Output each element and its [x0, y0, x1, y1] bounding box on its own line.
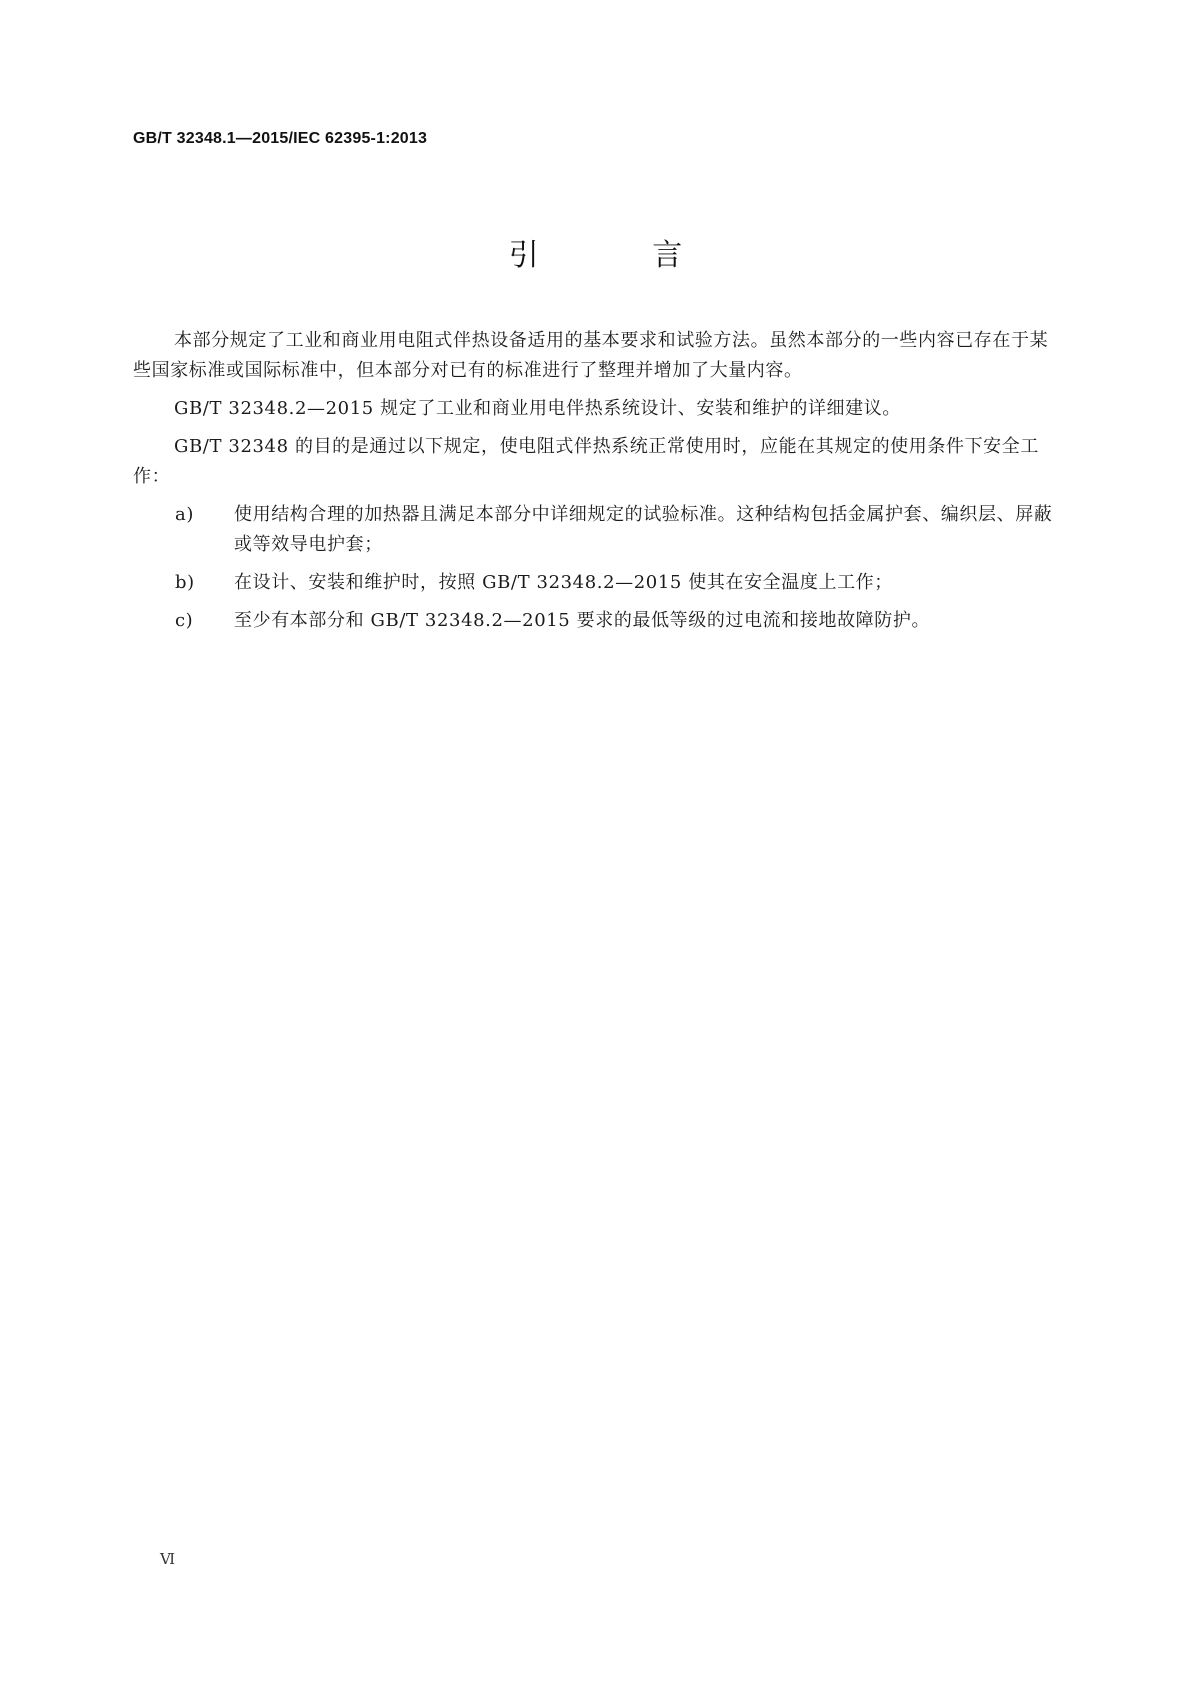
list-item: [133, 568, 1061, 598]
paragraph: GB/T 32348 的目的是通过以下规定，使电阻式伴热系统正常使用时，应能在其规定的使用条件下安全工作：: [133, 436, 1039, 487]
page-number: Ⅵ: [160, 1550, 176, 1568]
paragraph: GB/T 32348.2—2015 规定了工业和商业用电伴热系统设计、安装和维护的详细建议。: [174, 398, 901, 419]
list-marker: c): [175, 610, 194, 631]
list-item: [133, 606, 1061, 636]
requirements-list: [133, 500, 1061, 636]
standard-number-header: GB/T 32348.1—2015/IEC 62395-1:2013: [133, 130, 428, 147]
list-item-text: 在设计、安装和维护时，按照 GB/T 32348.2—2015 使其在安全温度上工作；: [234, 572, 893, 593]
section-title: 引 言: [508, 238, 735, 273]
list-marker: a): [175, 504, 194, 525]
list-marker: b): [175, 572, 195, 593]
list-item: [133, 500, 1061, 560]
list-item-text: 使用结构合理的加热器且满足本部分中详细规定的试验标准。这种结构包括金属护套、编织层、屏蔽或等效导电护套；: [234, 504, 1053, 555]
introduction-body: [133, 326, 1061, 644]
paragraph: 本部分规定了工业和商业用电阻式伴热设备适用的基本要求和试验方法。虽然本部分的一些内容已存在于某些国家标准或国际标准中，但本部分对已有的标准进行了整理并增加了大量内容。: [133, 330, 1049, 381]
list-item-text: 至少有本部分和 GB/T 32348.2—2015 要求的最低等级的过电流和接地故障防护。: [234, 610, 931, 631]
